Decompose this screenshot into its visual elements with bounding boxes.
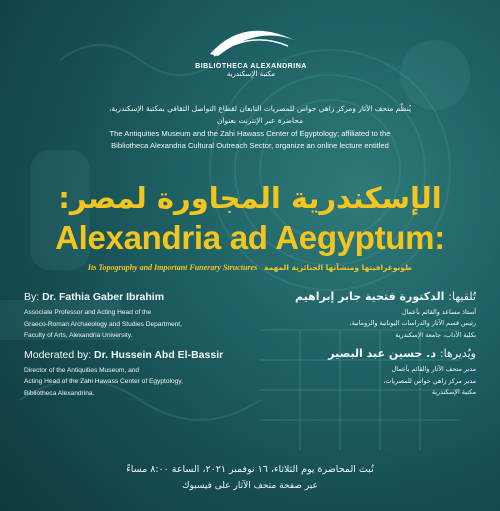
speaker-detail-line: رئيس قسم الآثار والدراسات اليونانية والرومانية، [349, 319, 476, 328]
broadcast-time: تُبث المحاضرة يوم الثلاثاء، ١٦ نوفمبر ٢٠٢١، الساعة ٨:٠٠ مساءً [126, 464, 374, 475]
speaker-details-en [24, 307, 254, 342]
subtitle-english: Its Topography and Important Funerary Structures [87, 263, 258, 272]
intro-en-line-1: The Antiquities Museum and the Zahi Hawass Center of Egyptology; affiliated to the [109, 129, 391, 138]
speaker-label-en: By: [24, 291, 40, 303]
moderator-details-en [24, 365, 254, 400]
intro-ar-line-1: يُنظّم متحف الآثار ومركز زاهي حواس للمصريات التابعان لقطاع التواصل الثقافي بمكتبة الإسكندرية، [108, 104, 412, 113]
moderator-name-en [24, 348, 254, 362]
moderator-details-ar [266, 364, 476, 398]
subtitle-arabic: طوبوغرافيتها ومنشآتها الجنائزية المهمة [263, 263, 413, 272]
speakers-english [24, 290, 254, 406]
intro-en-line-2: Bibliotheca Alexandria Cultural Outreach Sector, organize an online lecture entitled [111, 140, 389, 150]
speaker-detail-line: Graeco-Roman Archaeology and Studies Department, [24, 320, 182, 328]
intro-arabic [60, 103, 460, 127]
title-arabic: الإسكندرية المجاورة لمصر: [58, 181, 442, 215]
speaker-name-en [24, 290, 254, 304]
bibliotheca-alexandrina-logo[interactable] [188, 20, 314, 90]
moderator-fullname-en: Dr. Hussein Abd El-Bassir [94, 348, 224, 361]
speakers-arabic [266, 290, 476, 404]
speaker-details-ar [266, 307, 476, 341]
moderator-detail-line: Bibliotheca Alexandrina. [24, 389, 95, 397]
intro-ar-line-2: محاضرة عبر الإنترنت بعنوان [216, 116, 304, 125]
moderator-detail-line: مدير مركز زاهي حواس للمصريات، [383, 376, 476, 385]
logo-name-ar: مكتبة الإسكندرية [226, 70, 276, 78]
moderator-detail-line: مكتبة الإسكندرية [431, 388, 476, 397]
speaker-detail-line: Associate Professor and Acting Head of the [24, 309, 152, 316]
speaker-detail-line: أستاذ مساعد والقائم بأعمال [401, 308, 476, 316]
title-english: Alexandria ad Aegyptum: [55, 219, 445, 256]
broadcast-platform[interactable]: عبر صفحة متحف الآثار على فيسبوك [182, 481, 318, 491]
intro-english [40, 128, 460, 151]
speaker-name-ar [266, 290, 476, 304]
speaker-detail-line: Faculty of Arts, Alexandria University. [24, 332, 133, 340]
moderator-name-ar [266, 347, 476, 361]
logo-name-en: BIBLIOTHECA ALEXANDRINA [195, 63, 307, 70]
moderator-detail-line: مدير متحف الآثار والقائم بأعمال [391, 365, 476, 374]
lecture-subtitle [20, 262, 480, 274]
moderator-fullname-ar: د. حسين عبد البصير [328, 347, 437, 361]
moderator-detail-line: Director of the Antiquities Museum, and [24, 366, 140, 374]
bibliotheca-alexandrina-logo-icon [204, 20, 298, 62]
moderator-label-en: Moderated by: [24, 348, 92, 361]
moderator-label-ar: ويُديرها: [439, 347, 476, 361]
speaker-fullname-ar: الدكتورة فتحية جابر إبراهيم [295, 290, 445, 303]
speaker-fullname-en: Dr. Fathia Gaber Ibrahim [42, 291, 165, 303]
speaker-label-ar: تُلقيها: [448, 290, 476, 303]
speaker-detail-line: بكلية الآداب، جامعة الإسكندرية [395, 330, 476, 339]
moderator-detail-line: Acting Head of the Zahi Hawass Center of Egyptology, [24, 378, 183, 386]
